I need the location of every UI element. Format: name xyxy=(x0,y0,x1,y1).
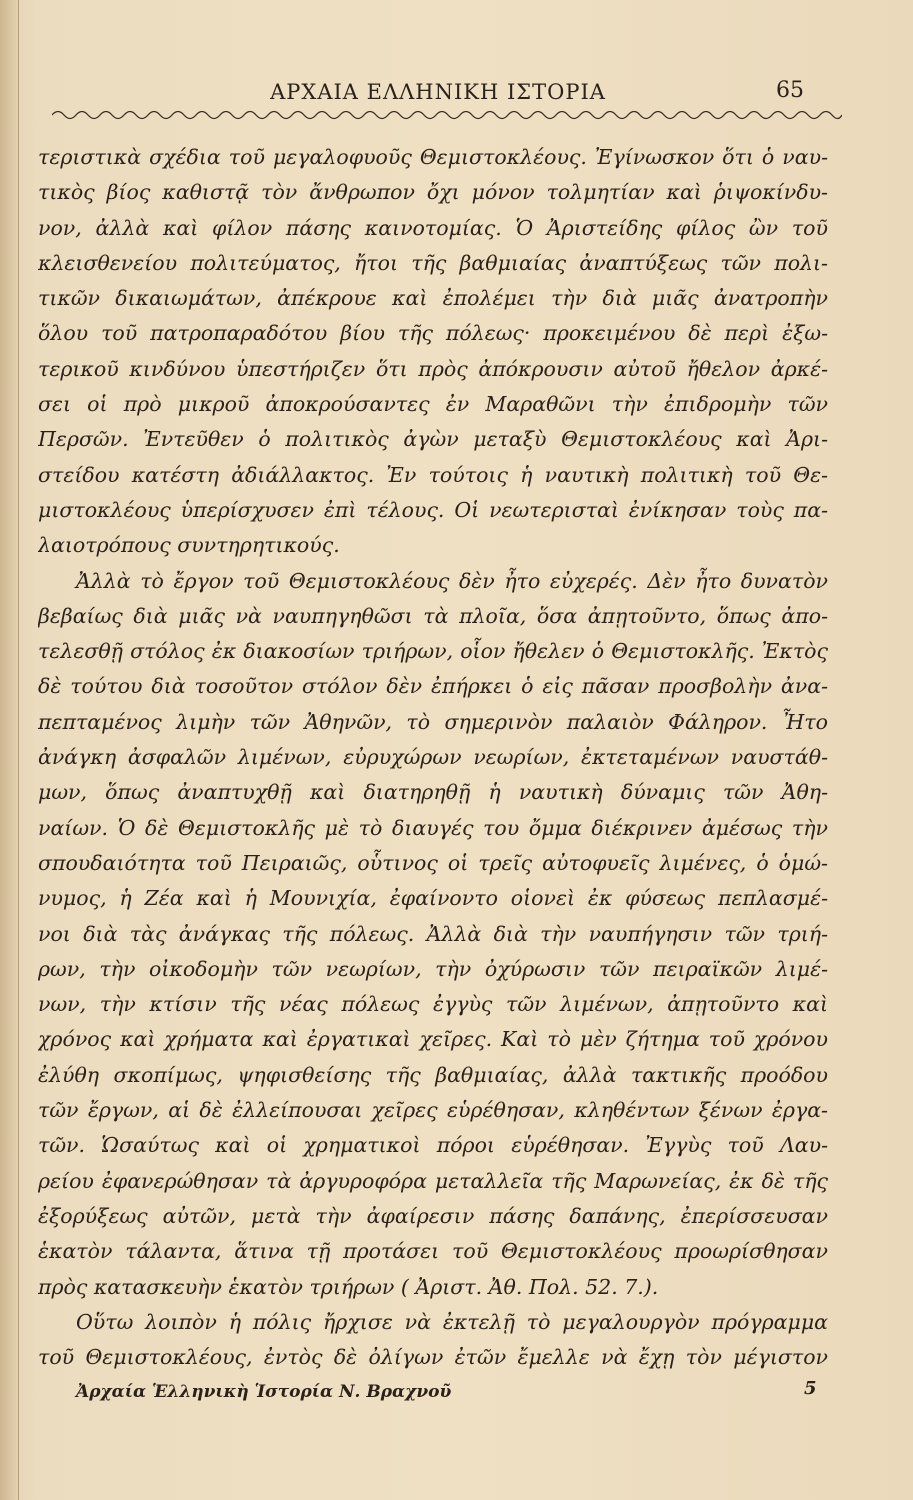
text-line: τεριστικὰ σχέδια τοῦ μεγαλοφυοῦς Θεμιστοκλέους. Ἐγίνωσκον ὅτι ὁ ναυ- xyxy=(38,145,828,169)
text-line: σπουδαιότητα τοῦ Πειραιῶς, οὗτινος οἱ τρεῖς αὐτοφυεῖς λιμένες, ὁ ὁμώ- xyxy=(38,850,828,875)
text-line: πεπταμένος λιμὴν τῶν Ἀθηνῶν, τὸ σημερινὸν παλαιὸν Φάληρον. Ἦτο xyxy=(38,709,828,734)
text-line: κλεισθενείου πολιτεύματος, ἤτοι τῆς βαθμιαίας ἀναπτύξεως τῶν πολι- xyxy=(38,250,828,275)
text-line: ρων, τὴν οἰκοδομὴν τῶν νεωρίων, τὴν ὀχύρωσιν τῶν πειραϊκῶν λιμέ- xyxy=(38,956,828,981)
text-line: ἐλύθη σκοπίμως, ψηφισθείσης τῆς βαθμιαίας, ἀλλὰ τακτικῆς προόδου xyxy=(38,1062,828,1087)
text-line: ναίων. Ὁ δὲ Θεμιστοκλῆς μὲ τὸ διαυγές του ὄμμα διέκρινεν ἀμέσως τὴν xyxy=(38,815,828,840)
text-line: νυμος, ἡ Ζέα καὶ ἡ Μουνιχία, ἐφαίνοντο οἱονεὶ ἐκ φύσεως πεπλασμέ- xyxy=(38,886,828,911)
text-line: ἀνάγκη ἀσφαλῶν λιμένων, εὐρυχώρων νεωρίων, ἐκτεταμένων ναυστάθ- xyxy=(38,745,828,770)
text-line: νον, ἀλλὰ καὶ φίλον πάσης καινοτομίας. Ὁ Ἀριστείδης φίλος ὢν τοῦ xyxy=(38,215,828,240)
text-line: τοῦ Θεμιστοκλέους, ἐντὸς δὲ ὀλίγων ἐτῶν ἔμελλε νὰ ἔχῃ τὸν μέγιστον xyxy=(38,1345,828,1370)
text-line: ὅλου τοῦ πατροπαραδότου βίου τῆς πόλεως· προκειμένου δὲ περὶ ἐξω- xyxy=(38,321,828,346)
header-ornament-rule xyxy=(52,108,842,122)
text-line: πρὸς κατασκευὴν ἑκατὸν τριήρων ( Ἀριστ. Ἀθ. Πολ. 52. 7.). xyxy=(38,1274,659,1299)
text-line: ἐξορύξεως αὐτῶν, μετὰ τὴν ἀφαίρεσιν πάσης δαπάνης, ἐπερίσσευσαν xyxy=(38,1203,828,1228)
text-line: τῶν ἔργων, αἱ δὲ ἐλλείπουσαι χεῖρες εὑρέθησαν, κληθέντων ξένων ἐργα- xyxy=(38,1098,828,1123)
page-number: 65 xyxy=(776,78,804,103)
text-line: σει οἱ πρὸ μικροῦ ἀποκρούσαντες ἐν Μαραθῶνι τὴν ἐπιδρομὴν τῶν xyxy=(38,392,828,417)
text-line: δὲ τούτου διὰ τοσοῦτον στόλον δὲν ἐπήρκει ὁ εἰς πᾶσαν προσβολὴν ἀνα- xyxy=(38,674,828,699)
text-line: στείδου κατέστη ἀδιάλλακτος. Ἐν τούτοις ἡ ναυτικὴ πολιτικὴ τοῦ Θε- xyxy=(38,462,828,487)
running-header-title: ΑΡΧΑΙΑ ΕΛΛΗΝΙΚΗ ΙΣΤΟΡΙΑ xyxy=(270,80,606,104)
text-line: τικῶν δικαιωμάτων, ἀπέκρουε καὶ ἐπολέμει τὴν διὰ μιᾶς ἀνατροπὴν xyxy=(38,286,828,311)
body-text xyxy=(38,140,828,1375)
text-line: τικὸς βίος καθιστᾷ τὸν ἄνθρωπον ὄχι μόνον τολμητίαν καὶ ῥιψοκίνδυ- xyxy=(38,180,828,205)
text-line: τελεσθῇ στόλος ἐκ διακοσίων τριήρων, οἷον ἤθελεν ὁ Θεμιστοκλῆς. Ἐκτὸς xyxy=(38,639,828,664)
text-line: ἑκατὸν τάλαντα, ἅτινα τῇ προτάσει τοῦ Θεμιστοκλέους προωρίσθησαν xyxy=(38,1239,828,1264)
footer-signature-mark: 5 xyxy=(804,1378,817,1399)
text-line: νων, τὴν κτίσιν τῆς νέας πόλεως ἐγγὺς τῶν λιμένων, ἀπῃτοῦντο καὶ xyxy=(38,992,828,1017)
text-line: τῶν. Ὡσαύτως καὶ οἱ χρηματικοὶ πόροι εὑρέθησαν. Ἐγγὺς τοῦ Λαυ- xyxy=(38,1133,828,1158)
text-line: Ἀλλὰ τὸ ἔργον τοῦ Θεμιστοκλέους δὲν ἦτο εὐχερές. Δὲν ἦτο δυνατὸν xyxy=(76,568,828,593)
text-line: νοι διὰ τὰς ἀνάγκας τῆς πόλεως. Ἀλλὰ διὰ τὴν ναυπήγησιν τῶν τριή- xyxy=(38,921,828,946)
text-line: ρείου ἐφανερώθησαν τὰ ἀργυροφόρα μεταλλεῖα τῆς Μαρωνείας, ἐκ δὲ τῆς xyxy=(38,1168,828,1193)
text-line: βεβαίως διὰ μιᾶς νὰ ναυπηγηθῶσι τὰ πλοῖα, ὅσα ἀπῃτοῦντο, ὅπως ἀπο- xyxy=(38,603,828,628)
page-gutter-edge xyxy=(0,0,19,1500)
text-line: μων, ὅπως ἀναπτυχθῇ καὶ διατηρηθῇ ἡ ναυτικὴ δύναμις τῶν Ἀθη- xyxy=(38,780,828,805)
footer-running-title: Ἀρχαία Ἑλληνικὴ Ἱστορία Ν. Βραχνοῦ xyxy=(76,1382,452,1402)
text-line: μιστοκλέους ὑπερίσχυσεν ἐπὶ τέλους. Οἱ νεωτερισταὶ ἐνίκησαν τοὺς πα- xyxy=(38,497,828,522)
text-line: Περσῶν. Ἐντεῦθεν ὁ πολιτικὸς ἀγὼν μεταξὺ Θεμιστοκλέους καὶ Ἀρι- xyxy=(38,427,828,452)
text-line: χρόνος καὶ χρήματα καὶ ἐργατικαὶ χεῖρες. Καὶ τὸ μὲν ζήτημα τοῦ χρόνου xyxy=(38,1027,828,1052)
text-line: Οὕτω λοιπὸν ἡ πόλις ἤρχισε νὰ ἐκτελῇ τὸ μεγαλουργὸν πρόγραμμα xyxy=(76,1309,828,1334)
text-line: λαιοτρόπους συντηρητικούς. xyxy=(38,533,340,558)
text-line: τερικοῦ κινδύνου ὑπεστήριζεν ὅτι πρὸς ἀπόκρουσιν αὐτοῦ ἤθελον ἀρκέ- xyxy=(38,356,828,381)
